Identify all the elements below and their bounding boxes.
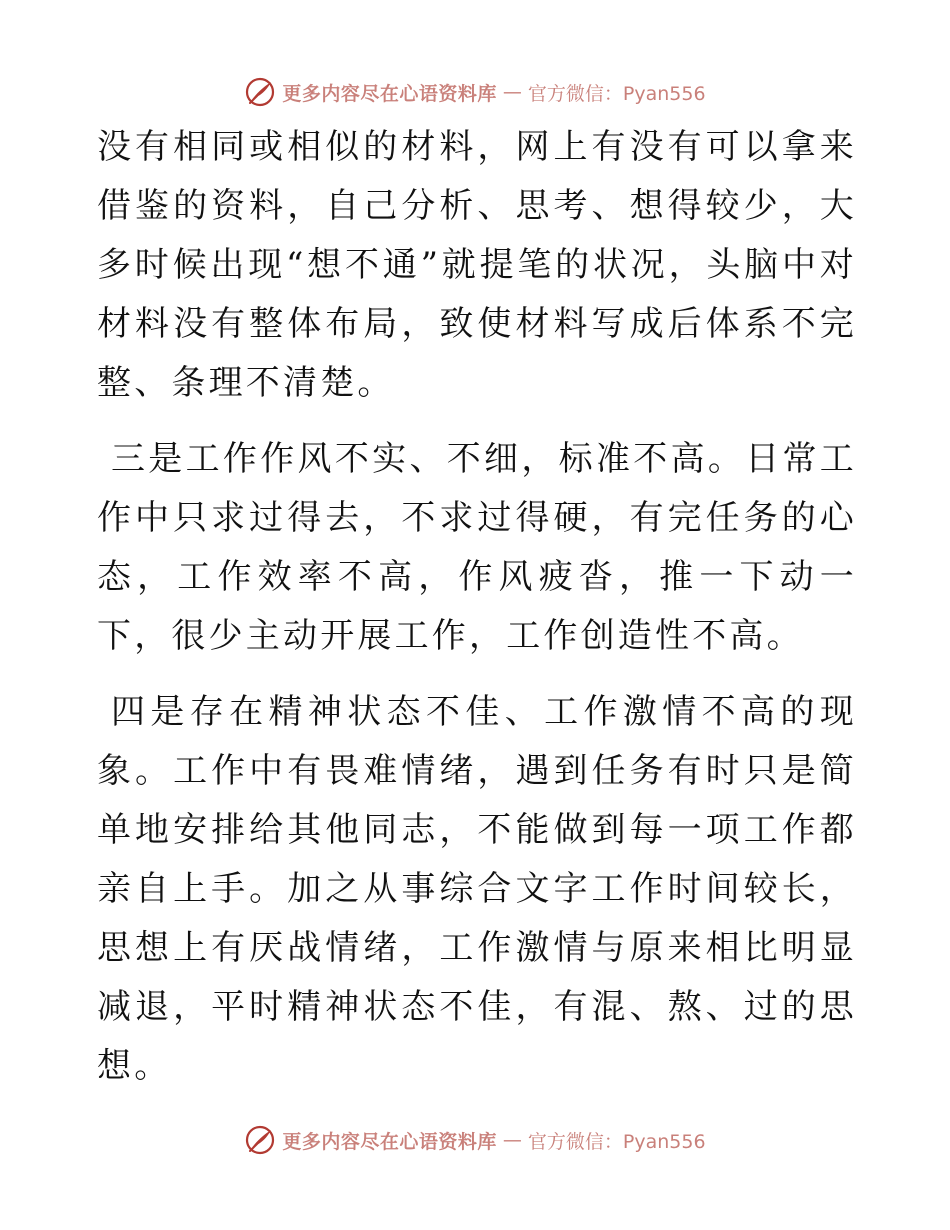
text-line: 中只求过得去，不求过得硬，有完任务的心态，工 (97, 498, 857, 597)
paragraph-3 (97, 683, 857, 1096)
text-line: 开展工作，工作创造性不高。 (320, 616, 804, 656)
paragraph-2 (97, 430, 857, 666)
document-body (97, 118, 857, 1113)
text-line: 没有相同或相似的材料，网上有没有可以拿来借鉴 (97, 127, 857, 226)
text-line: 绪，工作激情与原来相比明显减退，平时精神状态 (97, 928, 857, 1027)
watermark-site-text: 更多内容尽在心语资料库 (282, 82, 497, 105)
watermark-dash: — (502, 1129, 522, 1151)
watermark-official-text: 官方微信：Pyan556 (527, 1130, 706, 1153)
feather-quill-logo-icon (244, 1124, 276, 1156)
watermark-official-text: 官方微信：Pyan556 (527, 82, 706, 105)
watermark-site-text: 更多内容尽在心语资料库 (282, 1130, 497, 1153)
header-watermark (0, 72, 950, 112)
text-line: 作效率不高，作风疲沓，推一下动一下，很少主动 (97, 557, 857, 656)
text-line: 三是工作作风不实、不细，标准不高。日常工作 (97, 439, 857, 538)
text-line: 楚。 (320, 363, 395, 403)
text-line: 现“想不通”就提笔的状况，头脑中对材料没有整 (97, 245, 857, 344)
footer-watermark (0, 1120, 950, 1160)
text-line: 给其他同志，不能做到每一项工作都亲自上手。加 (97, 810, 857, 909)
text-line: 工作中有畏难情绪，遇到任务有时只是简单地安排 (97, 751, 857, 850)
text-line: 体布局，致使材料写成后体系不完整、条理不清 (97, 304, 858, 403)
text-line: 之从事综合文字工作时间较长，思想上有厌战情 (97, 869, 857, 968)
text-line: 四是存在精神状态不佳、工作激情不高的现象。 (97, 692, 857, 791)
text-line: 的资料，自己分析、思考、想得较少，大多时候出 (97, 186, 857, 285)
feather-quill-logo-icon (244, 76, 276, 108)
text-line: 不佳，有混、熬、过的思想。 (97, 987, 857, 1086)
paragraph-1 (97, 118, 857, 413)
watermark-dash: — (502, 81, 522, 103)
